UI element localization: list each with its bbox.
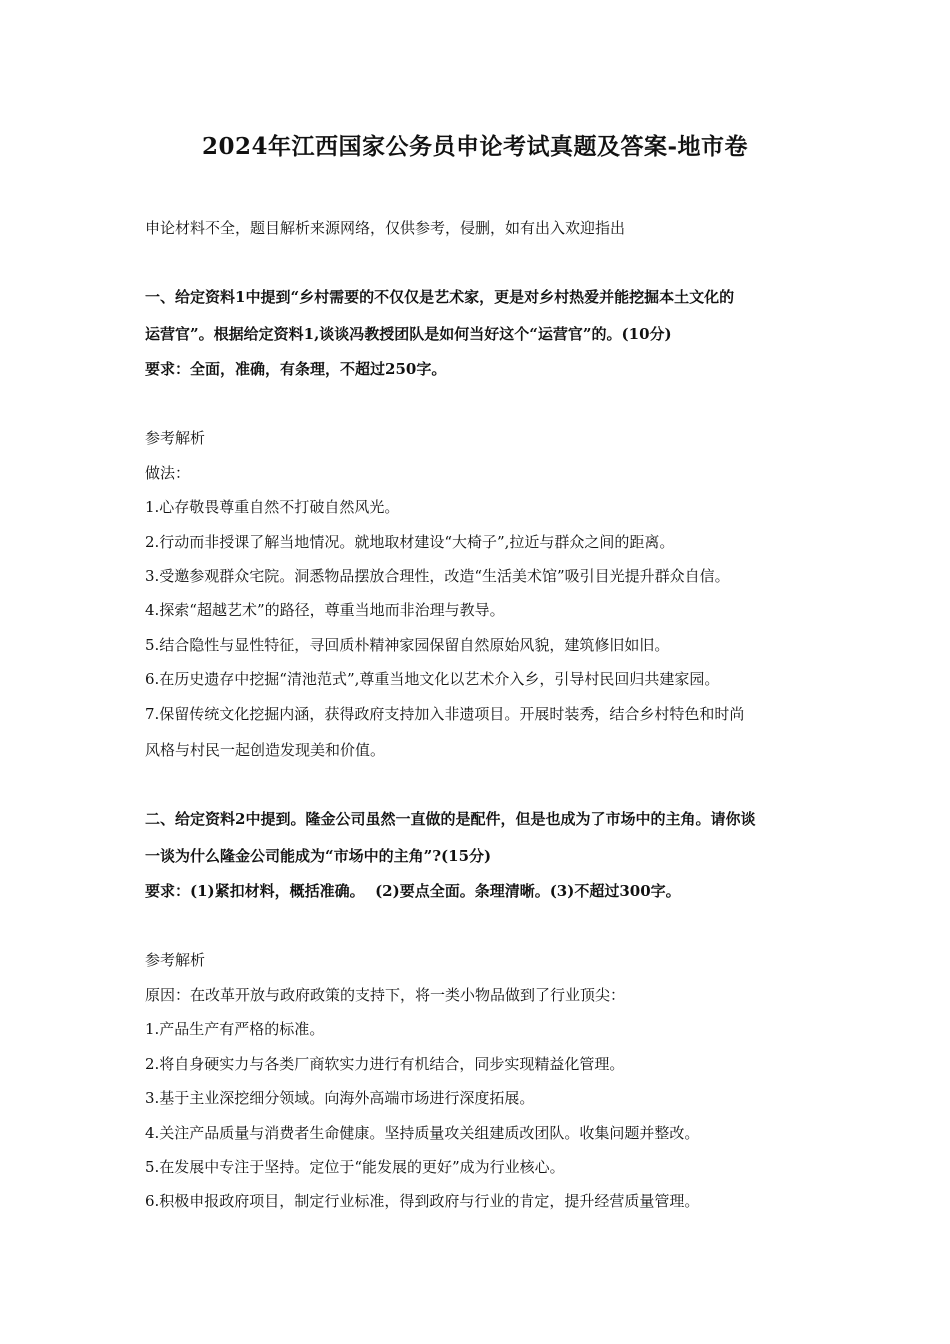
question-1-requirement: 要求：全面，准确，有条理，不超过250字。 bbox=[145, 360, 447, 378]
question-2-answer-item: 6.积极申报政府项目，制定行业标准，得到政府与行业的肯定，提升经营质量管理。 bbox=[145, 1192, 700, 1210]
document-title: 2024年江西国家公务员申论考试真题及答案-地市卷 bbox=[201, 133, 749, 160]
question-1-answer-item: 4.探索“超越艺术”的路径，尊重当地而非治理与教导。 bbox=[145, 601, 505, 619]
question-1-text-line-1: 一、给定资料1中提到“乡村需要的不仅仅是艺术家，更是对乡村热爱并能挖掘本土文化的 bbox=[145, 288, 735, 306]
question-1-answer-item: 5.结合隐性与显性特征，寻回质朴精神家园保留自然原始风貌，建筑修旧如旧。 bbox=[145, 636, 670, 654]
question-1-answer-item: 2.行动而非授课了解当地情况。就地取材建设“大椅子”,拉近与群众之间的距离。 bbox=[145, 533, 675, 551]
question-1-answer-item: 6.在历史遗存中挖掘“清池范式”,尊重当地文化以艺术介入乡，引导村民回归共建家园。 bbox=[145, 670, 720, 688]
question-2-answer-item: 2.将自身硬实力与各类厂商软实力进行有机结合，同步实现精益化管理。 bbox=[145, 1055, 625, 1073]
question-1-reference-heading: 参考解析 bbox=[145, 429, 206, 447]
question-2-answer-item: 1.产品生产有严格的标准。 bbox=[145, 1020, 325, 1038]
question-1-answer-item: 3.受邀参观群众宅院。洞悉物品摆放合理性，改造“生活美术馆”吸引目光提升群众自信。 bbox=[145, 567, 730, 585]
question-1-answer-item: 7.保留传统文化挖掘内涵，获得政府支持加入非遗项目。开展时装秀，结合乡村特色和时尚 bbox=[145, 705, 745, 723]
question-2-answer-item: 4.关注产品质量与消费者生命健康。坚持质量攻关组建质改团队。收集问题并整改。 bbox=[145, 1124, 700, 1142]
question-1-answer-item: 1.心存敬畏尊重自然不打破自然风光。 bbox=[145, 498, 400, 516]
question-1-text-line-2: 运营官”。根据给定资料1,谈谈冯教授团队是如何当好这个“运营官”的。(10分) bbox=[145, 325, 672, 343]
question-1-answer-item: 风格与村民一起创造发现美和价值。 bbox=[145, 741, 386, 759]
question-2-reference-heading: 参考解析 bbox=[145, 951, 206, 969]
intro-note: 申论材料不全，题目解析来源网络，仅供参考，侵删，如有出入欢迎指出 bbox=[145, 219, 626, 237]
question-2-answer-item: 5.在发展中专注于坚持。定位于“能发展的更好”成为行业核心。 bbox=[145, 1158, 565, 1176]
question-2-requirement: 要求：(1)紧扣材料，概括准确。 (2)要点全面。条理清晰。(3)不超过300字。 bbox=[145, 882, 681, 900]
question-2-text-line-1: 二、给定资料2中提到。隆金公司虽然一直做的是配件，但是也成为了市场中的主角。请你谈 bbox=[145, 810, 756, 828]
question-2-answer-lead: 原因：在改革开放与政府政策的支持下，将一类小物品做到了行业顶尖： bbox=[145, 986, 626, 1004]
question-2-text-line-2: 一谈为什么隆金公司能成为“市场中的主角”?(15分) bbox=[145, 847, 492, 865]
question-1-answer-lead: 做法： bbox=[145, 464, 191, 482]
question-2-answer-item: 3.基于主业深挖细分领域。向海外高端市场进行深度拓展。 bbox=[145, 1089, 535, 1107]
